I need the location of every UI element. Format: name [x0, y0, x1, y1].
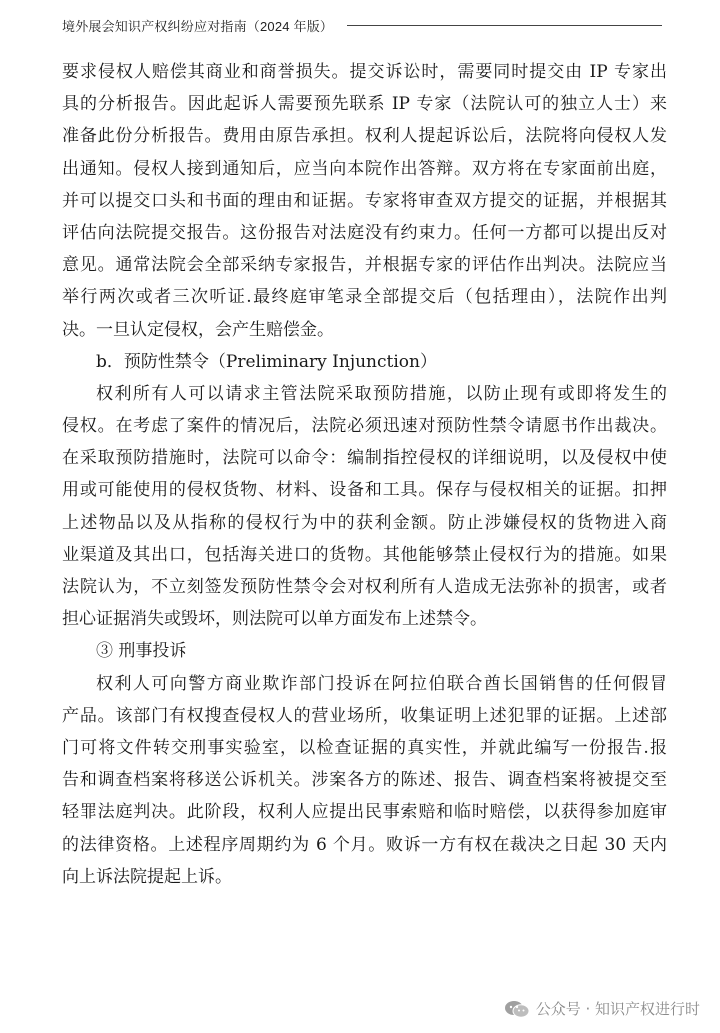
text-line: 要求侵权人赔偿其商业和商誉损失。提交诉讼时，需要同时提交由 IP 专家出: [62, 62, 667, 82]
text-line: 在采取预防措施时，法院可以命令：编制指控侵权的详细说明，以及侵权中使: [62, 448, 667, 469]
text-line: 出通知。侵权人接到通知后，应当向本院作出答辩。双方将在专家面前出庭，: [62, 158, 667, 179]
section-heading-criminal-complaint: ③ 刑事投诉: [96, 641, 187, 662]
page-header: [62, 14, 662, 36]
text-line: 告和调查档案将移送公诉机关。涉案各方的陈述、报告、调查档案将被提交至: [62, 770, 667, 791]
text-line: 权利所有人可以请求主管法院采取预防措施，以防止现有或即将发生的: [96, 383, 667, 404]
text-line: 上述物品以及从指称的侵权行为中的获利金额。防止涉嫌侵权的货物进入商: [62, 512, 667, 533]
text-line: 准备此份分析报告。费用由原告承担。权利人提起诉讼后，法院将向侵权人发: [62, 126, 667, 147]
text-line: 轻罪法庭判决。此阶段，权利人应提出民事索赔和临时赔偿，以获得参加庭审: [62, 802, 667, 823]
text-line: 产品。该部门有权搜查侵权人的营业场所，收集证明上述犯罪的证据。上述部: [62, 705, 667, 726]
text-line: 门可将文件转交刑事实验室，以检查证据的真实性，并就此编写一份报告.报: [62, 737, 667, 758]
text-line: 评估向法院提交报告。这份报告对法庭没有约束力。任何一方都可以提出反对: [62, 222, 667, 243]
text-line: 的法律资格。上述程序周期约为 6 个月。败诉一方有权在裁决之日起 30 天内: [62, 834, 667, 855]
text-line: 决。一旦认定侵权，会产生赔偿金。: [62, 319, 334, 340]
text-line: 并可以提交口头和书面的理由和证据。专家将审查双方提交的证据，并根据其: [62, 190, 667, 211]
text-line: 具的分析报告。因此起诉人需要预先联系 IP 专家（法院认可的独立人士）来: [62, 94, 667, 115]
section-heading-preliminary-injunction: b．预防性禁令（Preliminary Injunction）: [96, 351, 437, 372]
text-line: 意见。通常法院会全部采纳专家报告，并根据专家的评估作出判决。法院应当: [62, 255, 667, 276]
watermark-text: 公众号 · 知识产权进行时: [535, 1000, 700, 1018]
text-line: 法院认为，不立刻签发预防性禁令会对权利所有人造成无法弥补的损害，或者: [62, 577, 667, 597]
text-line: 业渠道及其出口，包括海关进口的货物。其他能够禁止侵权行为的措施。如果: [62, 544, 667, 565]
wechat-icon: [504, 1000, 530, 1018]
text-line: 用或可能使用的侵权货物、材料、设备和工具。保存与侵权相关的证据。扣押: [62, 480, 667, 501]
header-divider: [347, 25, 662, 26]
text-line: 侵权。在考虑了案件的情况后，法院必须迅速对预防性禁令请愿书作出裁决。: [62, 416, 667, 437]
text-line: 权利人可向警方商业欺诈部门投诉在阿拉伯联合酋长国销售的任何假冒: [96, 673, 667, 694]
text-line: 担心证据消失或毁坏，则法院可以单方面发布上述禁令。: [62, 609, 487, 630]
paragraph-criminal-complaint: [62, 668, 667, 893]
document-body: [62, 56, 667, 893]
text-line: 向上诉法院提起上诉。: [62, 866, 232, 887]
wechat-watermark: [504, 998, 700, 1019]
document-title: 境外展会知识产权纠纷应对指南（2024 年版）: [62, 18, 334, 34]
paragraph-litigation: [62, 56, 667, 346]
text-line: 举行两次或者三次听证.最终庭审笔录全部提交后（包括理由），法院作出判: [62, 287, 667, 308]
paragraph-preliminary-injunction: [62, 378, 667, 636]
